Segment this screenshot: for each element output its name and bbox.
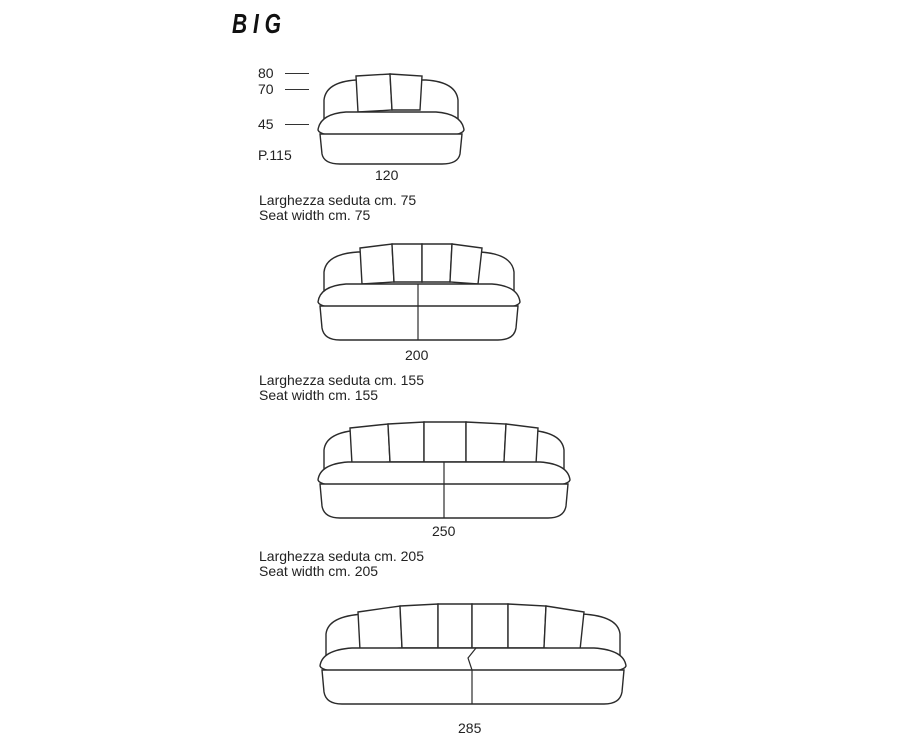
caption-it-120: Larghezza seduta cm. 75 <box>259 192 417 208</box>
sofa-250-cushion-1 <box>350 424 390 464</box>
sofa-120-base <box>320 134 462 164</box>
caption-it-250: Larghezza seduta cm. 205 <box>259 548 424 564</box>
sofa-200-seat <box>318 284 520 308</box>
sofa-285-cushion-4 <box>472 604 508 648</box>
sofa-200-base <box>320 306 518 340</box>
height-label-80: 80 <box>258 65 274 81</box>
sofa-285-base <box>322 670 624 704</box>
height-tick-70 <box>285 89 309 90</box>
sofa-285-cushion-5 <box>508 604 546 648</box>
sofa-250-cushion-2 <box>388 422 424 462</box>
width-label-250: 250 <box>432 523 456 539</box>
sofa-200-cushion-2 <box>392 244 422 282</box>
sofa-200-cushion-1 <box>360 244 394 284</box>
page-title: B I G <box>232 8 282 39</box>
height-tick-45 <box>285 124 309 125</box>
sofa-250-cushion-3 <box>424 422 466 462</box>
sofa-200-drawing <box>316 240 522 344</box>
sofa-120-cushion-1 <box>356 74 392 112</box>
sofa-285-cushion-2 <box>400 604 438 648</box>
sofa-285-cushion-6 <box>544 606 584 650</box>
sofa-200-cushion-4 <box>450 244 482 284</box>
caption-en-120: Seat width cm. 75 <box>259 207 371 223</box>
caption-en-200: Seat width cm. 155 <box>259 387 379 403</box>
sofa-120-drawing <box>316 70 466 166</box>
height-label-45: 45 <box>258 116 274 132</box>
sofa-120-seat <box>318 112 464 136</box>
width-label-120: 120 <box>375 167 399 183</box>
sofa-200-cushion-3 <box>422 244 452 282</box>
sofa-120-cushion-2 <box>390 74 422 110</box>
width-label-285: 285 <box>458 720 482 736</box>
sofa-285-drawing <box>318 600 628 708</box>
width-label-200: 200 <box>405 347 429 363</box>
depth-label: P.115 <box>258 147 292 163</box>
sofa-250-cushion-5 <box>504 424 538 464</box>
height-label-70: 70 <box>258 81 274 97</box>
caption-it-200: Larghezza seduta cm. 155 <box>259 372 424 388</box>
height-tick-80 <box>285 73 309 74</box>
sofa-285-cushion-3 <box>438 604 472 648</box>
sofa-250-cushion-4 <box>466 422 506 462</box>
sofa-285-cushion-1 <box>358 606 402 650</box>
sofa-250-drawing <box>316 418 572 522</box>
caption-en-250: Seat width cm. 205 <box>259 563 379 579</box>
